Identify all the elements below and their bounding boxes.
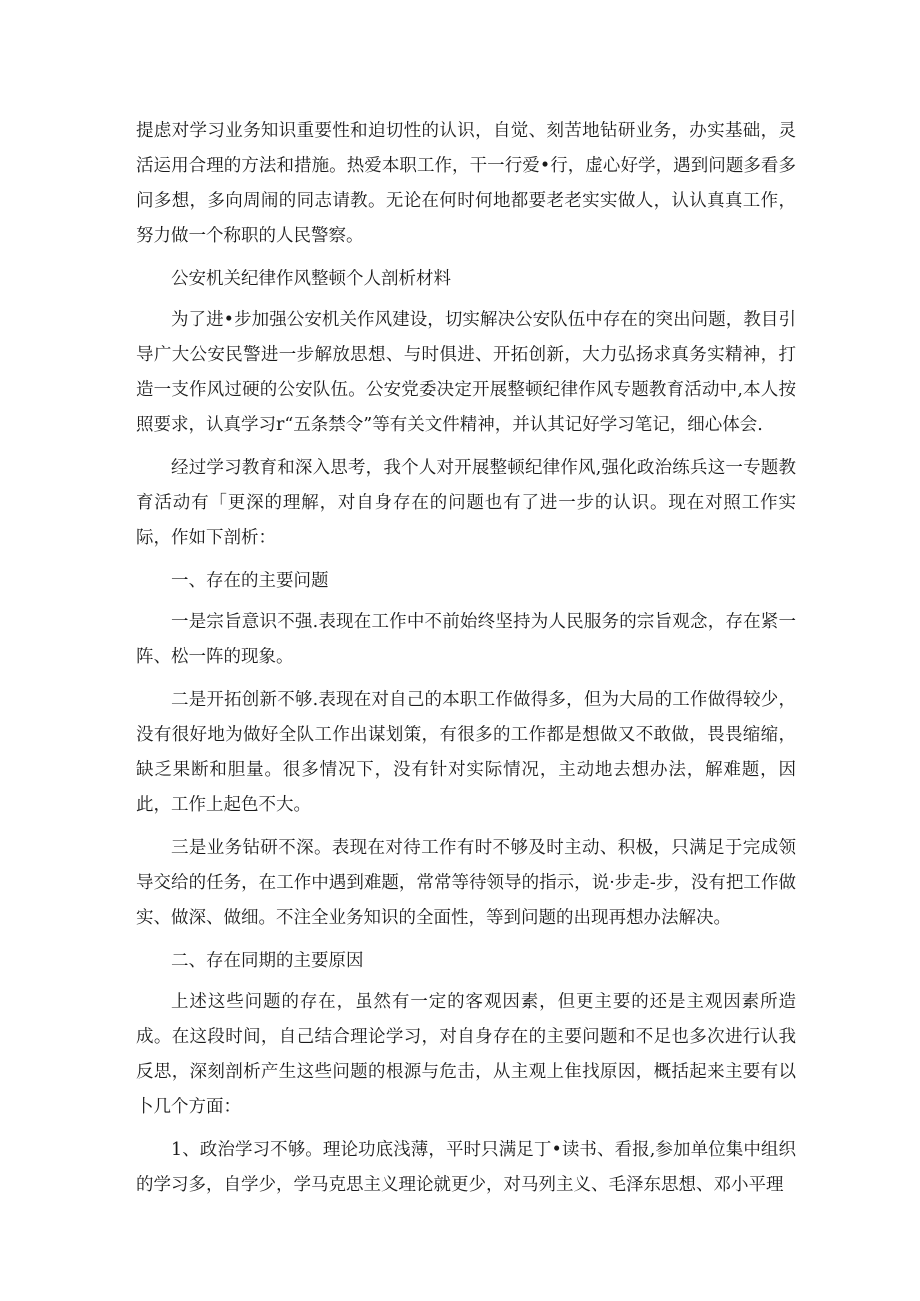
paragraph-study: 经过学习教育和深入思考，我个人对开展整顿纪律作风,强化政治练兵这一专题教育活动有「更深的理解，对自身存在的问题也有了进一步的认识。现在对照工作实际，作如下剖析： (136, 458, 796, 548)
paragraph-issue-3: 三是业务钻研不深。表现在对待工作有时不够及时主动、积极，只满足于完成领导交给的任务，在工作中遇到难题，常常等待领导的指示，说·步走-步，没有把工作做实、做深、做细。不注全业务知识的全面性，等到问题的出现再想办法解决。 (136, 838, 796, 928)
document-page (136, 114, 796, 1211)
section-heading-problems: 一、存在的主要问题 (171, 571, 329, 591)
paragraph-issue-1: 一是宗旨意识不强.表现在工作中不前始终坚持为人民服务的宗旨观念，存在紧一阵、松一阵的现象。 (136, 612, 796, 667)
section-heading-causes: 二、存在同期的主要原因 (171, 951, 364, 971)
paragraph-intro: 为了进•步加强公安机关作风建设，切实解决公安队伍中存在的突出问题，教目引导广大公安民警进一步解放思想、与时俱进、开拓创新，大力弘扬求真务实精神，打造一支作风过硬的公安队伍。公安党委决定开展整顿纪律作风专题教育活动中,本人按照要求，认真学习r“五条禁令”等有关文件精神，并认其记好学习笔记，细心体会. (136, 310, 796, 435)
paragraph-cause-1: 1、政治学习不够。理论功底浅薄，平时只满足丁•读书、看报,参加单位集中组织的学习多，自学少，学马克思主义理论就更少，对马列主义、毛泽东思想、邓小平理 (136, 1140, 796, 1195)
paragraph-issue-2: 二是开拓创新不够.表现在对自己的本职工作做得多，但为大局的工作做得较少，没有很好地为做好全队工作出谋划策，有很多的工作都是想做又不敢做，畏畏缩缩，缺乏果断和胆量。很多情况下，没有针对实际情况，主动地去想办法，解难题，因此，工作上起色不大。 (136, 690, 796, 815)
paragraph-continuation: 提虑对学习业务知识重要性和迫切性的认识，自觉、刻苦地钻研业务，办实基础，灵活运用合理的方法和措施。热爱本职工作，干一行爱•行，虚心好学，遇到问题多看多问多想，多向周闹的同志请教。无论在何时何地都要老老实实做人，认认真真工作，努力做一个称职的人民警察。 (136, 121, 796, 246)
paragraph-cause-intro: 上述这些问题的存在，虽然有一定的客观因素，但更主要的还是主观因素所造成。在这段时间，自己结合理论学习，对自身存在的主要问题和不足也多次进行认我反思，深刻剖析产生这些问题的根源与危击，从主观上隹找原因，概括起来主要有以卜几个方面： (136, 992, 796, 1117)
document-title: 公安机关纪律作风整顿个人剖析材料 (171, 269, 451, 289)
